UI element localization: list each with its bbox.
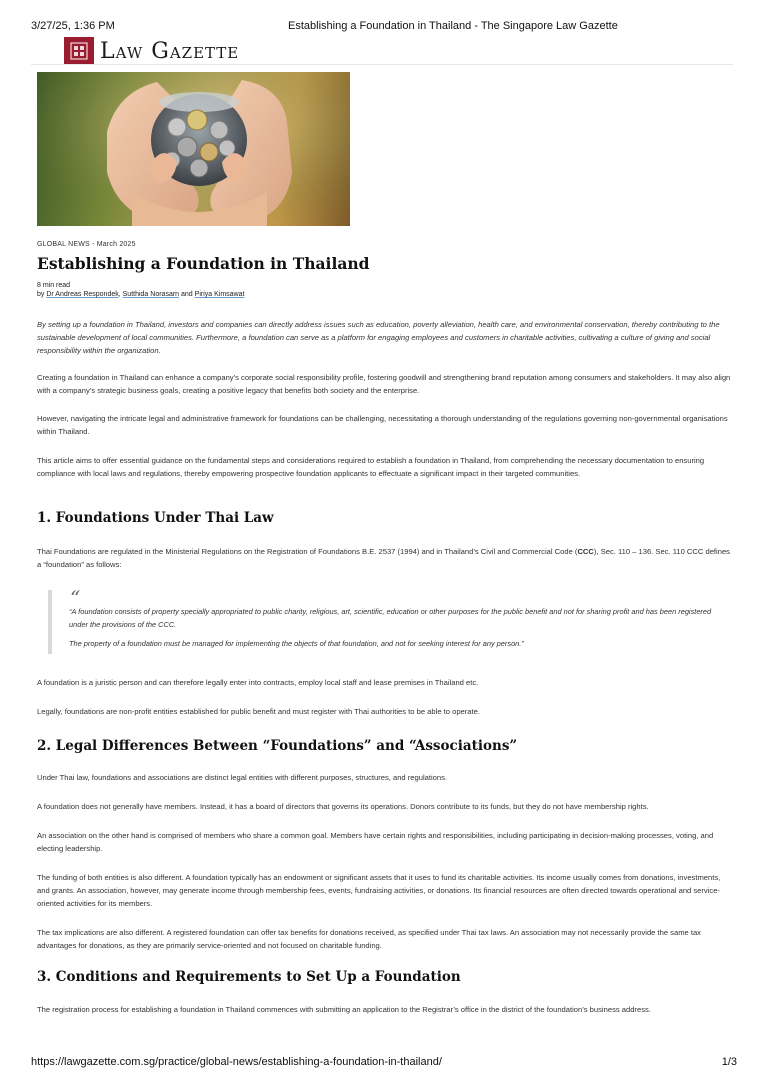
paragraph-text: ), Sec. 110 – 136. Sec. 110 CCC defines a “foundation” as follows: <box>37 547 730 569</box>
body-paragraph: Under Thai law, foundations and associations are distinct legal entities with different purposes, structures, and regulations. <box>37 773 448 782</box>
site-header <box>64 37 732 65</box>
hero-image <box>37 72 350 226</box>
law-gazette-logo-icon[interactable] <box>64 37 94 65</box>
body-paragraph: This article aims to offer essential guidance on the fundamental steps and considerations required to establish a foundation in Thailand, from comprehending the necessary documentation to ensuring compliance with local laws and regulations, thereby empowering prospective foundation applicants to effectuate a significant impact in their targeted communities. <box>37 456 705 478</box>
author-link[interactable]: Piriya Kimsawat <box>194 291 245 298</box>
author-link[interactable]: Sutthida Norasarn <box>122 291 180 298</box>
body-paragraph: However, navigating the intricate legal and administrative framework for foundations can be challenging, necessitating a thorough understanding of the regulations governing non-governmental organisations within Thailand. <box>37 414 728 436</box>
intro-paragraph: By setting up a foundation in Thailand, investors and companies can directly address issues such as education, poverty alleviation, health care, and environmental conservation, thereby contributing to the sustainable development of local communities. Furthermore, a foundation can serve as a platform for engaging employees and customers in charitable activities, cultivating a culture of giving and social responsibility within the organization. <box>37 320 720 355</box>
article-meta <box>37 241 136 248</box>
body-paragraph: A foundation is a juristic person and can therefore legally enter into contracts, employ local staff and lease premises in Thailand etc. <box>37 678 479 687</box>
header-divider <box>31 64 733 65</box>
print-page-title: Establishing a Foundation in Thailand - The Singapore Law Gazette <box>288 20 618 32</box>
body-paragraph: An association on the other hand is comprised of members who share a common goal. Members have certain rights and responsibilities, including participating in decision-making processes, voting, and electing leadership. <box>37 831 714 853</box>
site-logo-text[interactable]: Law Gazette <box>100 39 240 64</box>
quote-mark-icon: “ <box>70 586 81 610</box>
quote-text: The property of a foundation must be managed for implementing the objects of that foundation, and not for seeking interest for any person.” <box>69 639 524 648</box>
byline-prefix: by <box>37 291 45 298</box>
print-footer <box>31 1056 737 1070</box>
paragraph-text: Thai Foundations are regulated in the Ministerial Regulations on the Registration of Foundations B.E. 2537 (1994) and in Thailand’s Civil and Commercial Code ( <box>37 547 578 556</box>
section-heading: 1. Foundations Under Thai Law <box>37 510 274 526</box>
category-link[interactable]: GLOBAL NEWS <box>37 241 90 248</box>
section-heading: 2. Legal Differences Between “Foundations” and “Associations” <box>37 738 518 754</box>
article-date: March 2025 <box>96 241 136 248</box>
quote-text: “A foundation consists of property specially appropriated to public charity, religious, art, scientific, education or other purposes for the public benefit and not for sharing profit and has been registered under the provisions of the CCC. <box>69 607 712 629</box>
body-paragraph: The registration process for establishing a foundation in Thailand commences with submitting an application to the Registrar’s office in the district of the foundation’s business address. <box>37 1005 651 1014</box>
read-time: 8 min read <box>37 282 71 289</box>
print-page-number: 1/3 <box>721 1056 737 1068</box>
print-datetime: 3/27/25, 1:36 PM <box>31 20 115 32</box>
byline: by Dr Andreas Respondek, Sutthida Norasarn and Piriya Kimsawat <box>37 291 245 298</box>
print-url: https://lawgazette.com.sg/practice/global-news/establishing-a-foundation-in-thailand/ <box>31 1056 442 1068</box>
body-paragraph: A foundation does not generally have members. Instead, it has a board of directors that governs its operations. Donors contribute to its funds, but they do not have membership rights. <box>37 802 649 811</box>
ccc-abbreviation: CCC <box>577 547 594 556</box>
blockquote <box>48 586 736 654</box>
body-paragraph: Creating a foundation in Thailand can enhance a company’s corporate social responsibility profile, fostering goodwill and strengthening brand reputation among consumers and stakeholders. It may also align with a company’s strategic business goals, creating a positive legacy that benefits both society and the enterprise. <box>37 373 731 395</box>
body-paragraph: The tax implications are also different. A registered foundation can offer tax benefits for donations received, as specified under Thai tax laws. An association may not necessarily provide the same tax advantages for donations, as they are primarily service-oriented and not focused on charitable funding. <box>37 928 701 950</box>
body-paragraph: Legally, foundations are non-profit entities established for public benefit and must register with Thai authorities to be able to operate. <box>37 707 480 716</box>
print-header <box>31 20 737 34</box>
section-heading: 3. Conditions and Requirements to Set Up a Foundation <box>37 969 461 985</box>
body-paragraph <box>37 545 732 571</box>
body-paragraph: The funding of both entities is also different. A foundation typically has an endowment or significant assets that it uses to fund its charitable activities. Its income usually comes from donations, investments, and grants. An association, however, may generate income through membership fees, events, fundraising activities, or donations. Its financial resources are often directed towards operational and service-oriented activities for its members. <box>37 873 721 908</box>
author-link[interactable]: Dr Andreas Respondek <box>46 291 119 298</box>
article-title: Establishing a Foundation in Thailand <box>37 254 370 273</box>
byline-and: and <box>181 291 193 298</box>
meta-separator: - <box>92 241 97 248</box>
